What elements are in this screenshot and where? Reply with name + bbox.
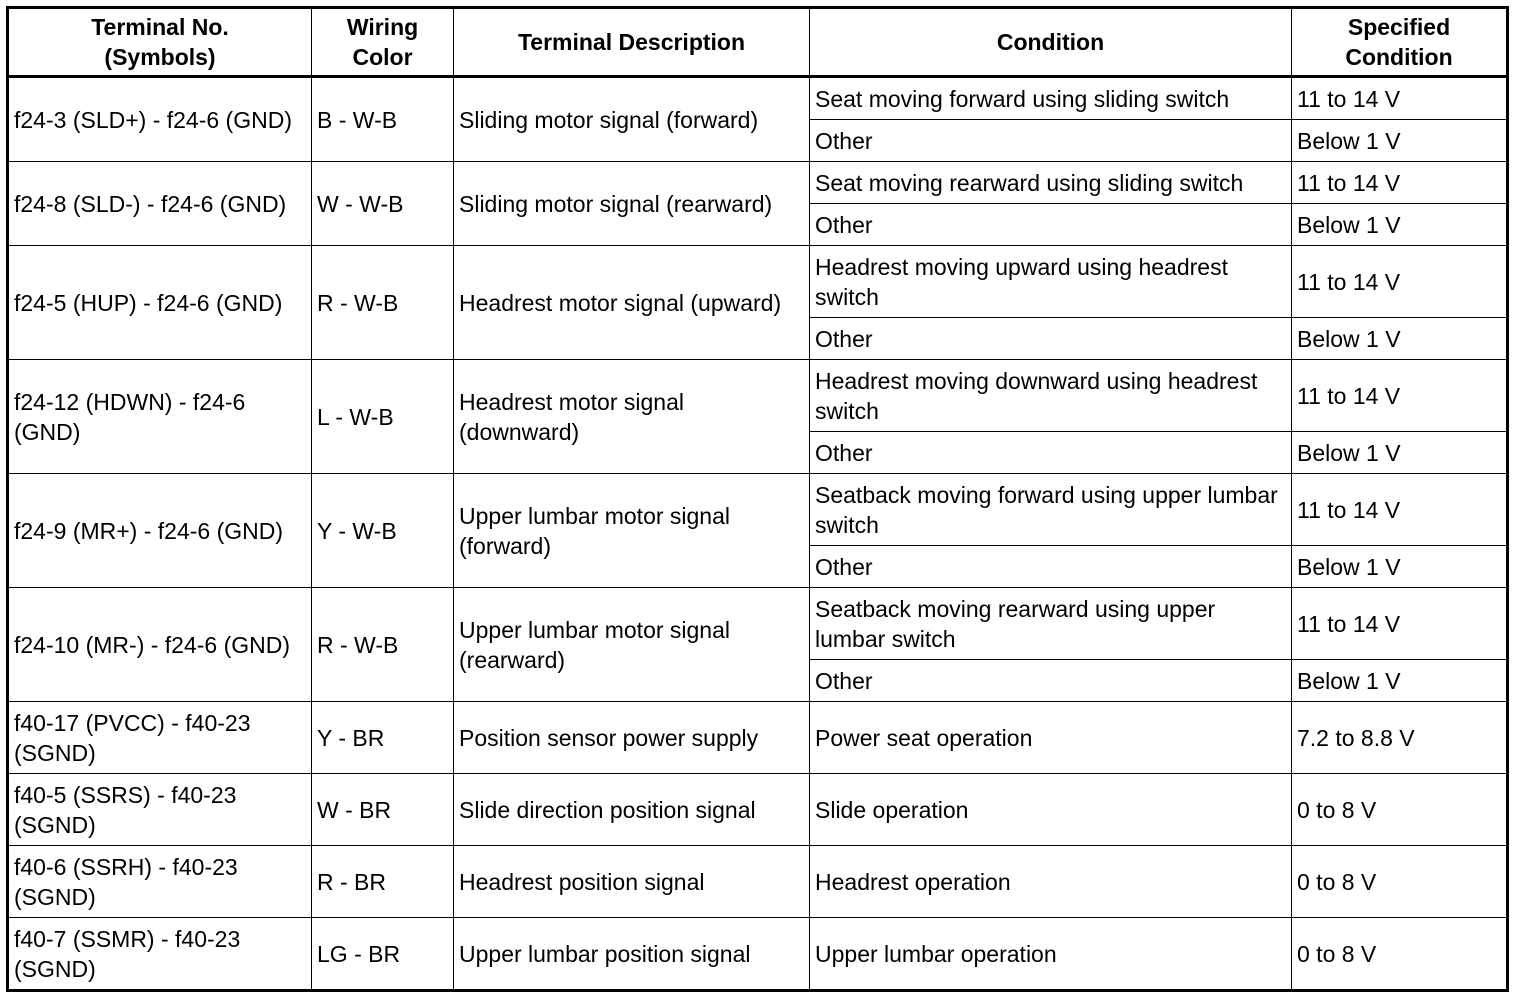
terminal-cell: f40-17 (PVCC) - f40-23 (SGND) xyxy=(8,702,312,774)
condition-cell: Seatback moving rearward using upper lumbar switch xyxy=(810,588,1292,660)
table-row xyxy=(8,702,1508,774)
table-row xyxy=(8,588,1508,660)
wiring-cell: R - W-B xyxy=(312,246,454,360)
terminal-cell: f40-6 (SSRH) - f40-23 (SGND) xyxy=(8,846,312,918)
specified-cell: Below 1 V xyxy=(1292,318,1508,360)
description-cell: Upper lumbar position signal xyxy=(454,918,810,991)
terminal-cell: f40-5 (SSRS) - f40-23 (SGND) xyxy=(8,774,312,846)
specified-cell: 7.2 to 8.8 V xyxy=(1292,702,1508,774)
terminal-spec-table xyxy=(6,6,1509,992)
header-wiring-color: Wiring Color xyxy=(312,8,454,77)
wiring-cell: Y - BR xyxy=(312,702,454,774)
condition-cell: Headrest operation xyxy=(810,846,1292,918)
description-cell: Upper lumbar motor signal (rearward) xyxy=(454,588,810,702)
specified-cell: 0 to 8 V xyxy=(1292,918,1508,991)
wiring-cell: W - W-B xyxy=(312,162,454,246)
wiring-cell: R - BR xyxy=(312,846,454,918)
table-row xyxy=(8,360,1508,432)
header-specified-condition: Specified Condition xyxy=(1292,8,1508,77)
wiring-cell: R - W-B xyxy=(312,588,454,702)
specified-cell: Below 1 V xyxy=(1292,660,1508,702)
specified-cell: Below 1 V xyxy=(1292,432,1508,474)
table-header-row xyxy=(8,8,1508,77)
terminal-cell: f24-9 (MR+) - f24-6 (GND) xyxy=(8,474,312,588)
table-row xyxy=(8,774,1508,846)
terminal-cell: f24-12 (HDWN) - f24-6 (GND) xyxy=(8,360,312,474)
condition-cell: Headrest moving downward using headrest switch xyxy=(810,360,1292,432)
wiring-cell: Y - W-B xyxy=(312,474,454,588)
description-cell: Upper lumbar motor signal (forward) xyxy=(454,474,810,588)
wiring-cell: W - BR xyxy=(312,774,454,846)
specified-cell: 11 to 14 V xyxy=(1292,588,1508,660)
specified-cell: Below 1 V xyxy=(1292,546,1508,588)
terminal-cell: f24-3 (SLD+) - f24-6 (GND) xyxy=(8,77,312,162)
condition-cell: Seatback moving forward using upper lumbar switch xyxy=(810,474,1292,546)
condition-cell: Other xyxy=(810,318,1292,360)
description-cell: Headrest motor signal (downward) xyxy=(454,360,810,474)
condition-cell: Headrest moving upward using headrest switch xyxy=(810,246,1292,318)
condition-cell: Power seat operation xyxy=(810,702,1292,774)
condition-cell: Slide operation xyxy=(810,774,1292,846)
description-cell: Position sensor power supply xyxy=(454,702,810,774)
terminal-cell: f40-7 (SSMR) - f40-23 (SGND) xyxy=(8,918,312,991)
condition-cell: Other xyxy=(810,204,1292,246)
condition-cell: Other xyxy=(810,546,1292,588)
table-row xyxy=(8,246,1508,318)
specified-cell: 11 to 14 V xyxy=(1292,162,1508,204)
header-terminal: Terminal No. (Symbols) xyxy=(8,8,312,77)
description-cell: Headrest motor signal (upward) xyxy=(454,246,810,360)
condition-cell: Other xyxy=(810,120,1292,162)
specified-cell: 11 to 14 V xyxy=(1292,77,1508,120)
specified-cell: 11 to 14 V xyxy=(1292,360,1508,432)
wiring-cell: L - W-B xyxy=(312,360,454,474)
description-cell: Sliding motor signal (forward) xyxy=(454,77,810,162)
condition-cell: Other xyxy=(810,432,1292,474)
wiring-cell: LG - BR xyxy=(312,918,454,991)
header-terminal-description: Terminal Description xyxy=(454,8,810,77)
specified-cell: Below 1 V xyxy=(1292,120,1508,162)
table-row xyxy=(8,77,1508,120)
condition-cell: Seat moving rearward using sliding switch xyxy=(810,162,1292,204)
table-row xyxy=(8,918,1508,991)
specified-cell: Below 1 V xyxy=(1292,204,1508,246)
table-row xyxy=(8,846,1508,918)
condition-cell: Upper lumbar operation xyxy=(810,918,1292,991)
specified-cell: 11 to 14 V xyxy=(1292,246,1508,318)
condition-cell: Other xyxy=(810,660,1292,702)
table-row xyxy=(8,162,1508,204)
header-condition: Condition xyxy=(810,8,1292,77)
condition-cell: Seat moving forward using sliding switch xyxy=(810,77,1292,120)
table-row xyxy=(8,474,1508,546)
terminal-cell: f24-10 (MR-) - f24-6 (GND) xyxy=(8,588,312,702)
description-cell: Slide direction position signal xyxy=(454,774,810,846)
wiring-cell: B - W-B xyxy=(312,77,454,162)
specified-cell: 0 to 8 V xyxy=(1292,774,1508,846)
description-cell: Sliding motor signal (rearward) xyxy=(454,162,810,246)
specified-cell: 11 to 14 V xyxy=(1292,474,1508,546)
terminal-cell: f24-5 (HUP) - f24-6 (GND) xyxy=(8,246,312,360)
specified-cell: 0 to 8 V xyxy=(1292,846,1508,918)
terminal-cell: f24-8 (SLD-) - f24-6 (GND) xyxy=(8,162,312,246)
description-cell: Headrest position signal xyxy=(454,846,810,918)
